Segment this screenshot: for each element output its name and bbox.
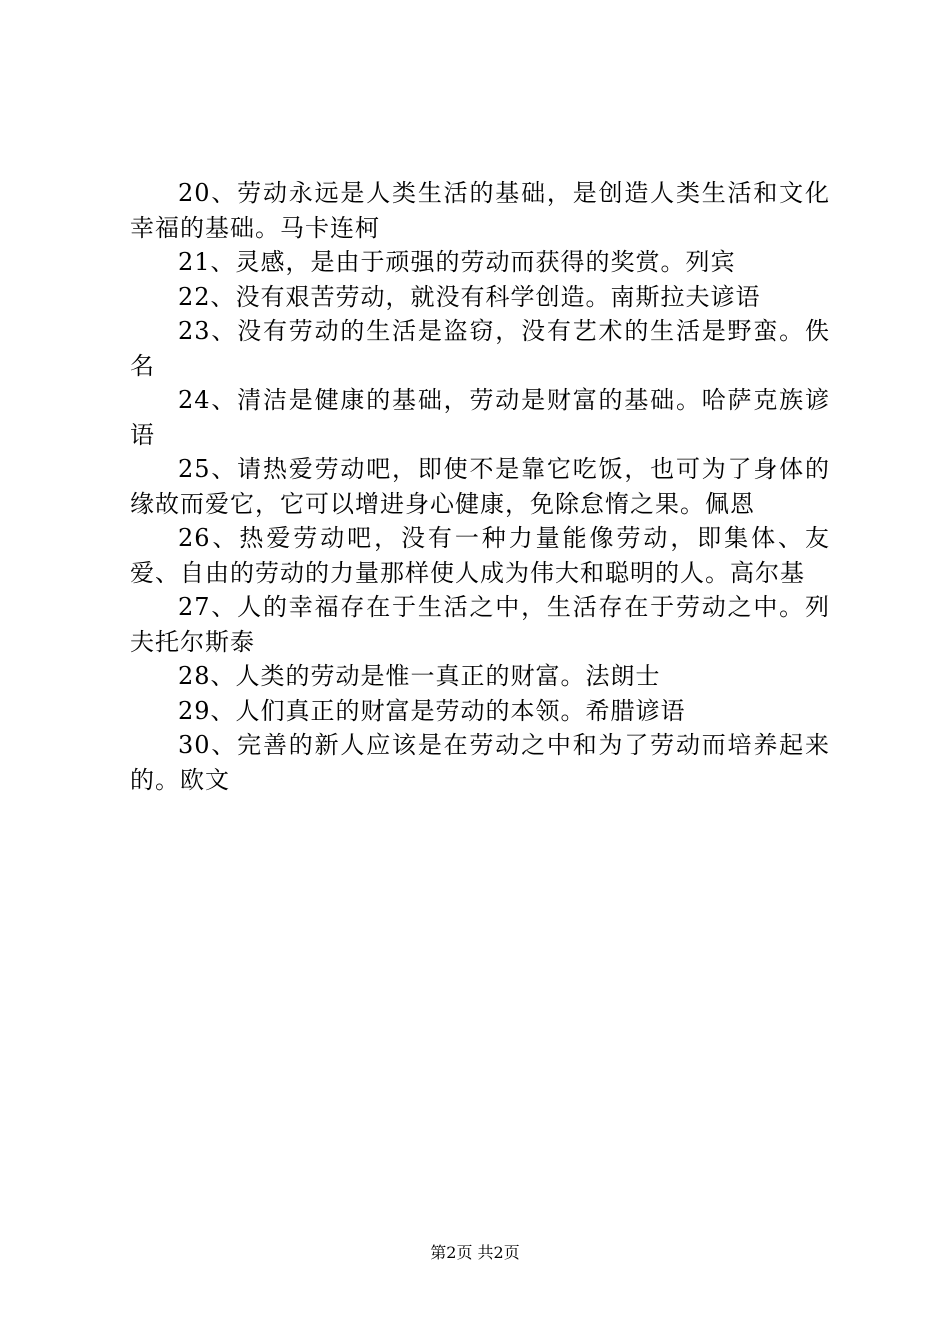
quote-26: 26、热爱劳动吧，没有一种力量能像劳动，即集体、友爱、自由的劳动的力量那样使人成为伟大和聪明的人。高尔基 [130, 524, 830, 587]
quote-20: 20、劳动永远是人类生活的基础，是创造人类生活和文化幸福的基础。马卡连柯 [130, 179, 830, 242]
document-body [130, 176, 830, 797]
quote-30: 30、完善的新人应该是在劳动之中和为了劳动而培养起来的。欧文 [130, 731, 830, 794]
quote-28: 28、人类的劳动是惟一真正的财富。法朗士 [178, 662, 661, 690]
page-footer: 第2页 共2页 [430, 1243, 520, 1262]
quote-21: 21、灵感，是由于顽强的劳动而获得的奖赏。列宾 [178, 248, 736, 276]
quote-23: 23、没有劳动的生活是盗窃，没有艺术的生活是野蛮。佚名 [130, 317, 830, 380]
quote-22: 22、没有艰苦劳动，就没有科学创造。南斯拉夫谚语 [178, 282, 761, 311]
quote-27: 27、人的幸福存在于生活之中，生活存在于劳动之中。列夫托尔斯泰 [130, 593, 830, 656]
quote-25: 25、请热爱劳动吧，即使不是靠它吃饭，也可为了身体的缘故而爱它，它可以增进身心健康，免除怠惰之果。佩恩 [130, 455, 830, 518]
quote-24: 24、清洁是健康的基础，劳动是财富的基础。哈萨克族谚语 [130, 386, 830, 449]
quote-29: 29、人们真正的财富是劳动的本领。希腊谚语 [178, 696, 686, 725]
